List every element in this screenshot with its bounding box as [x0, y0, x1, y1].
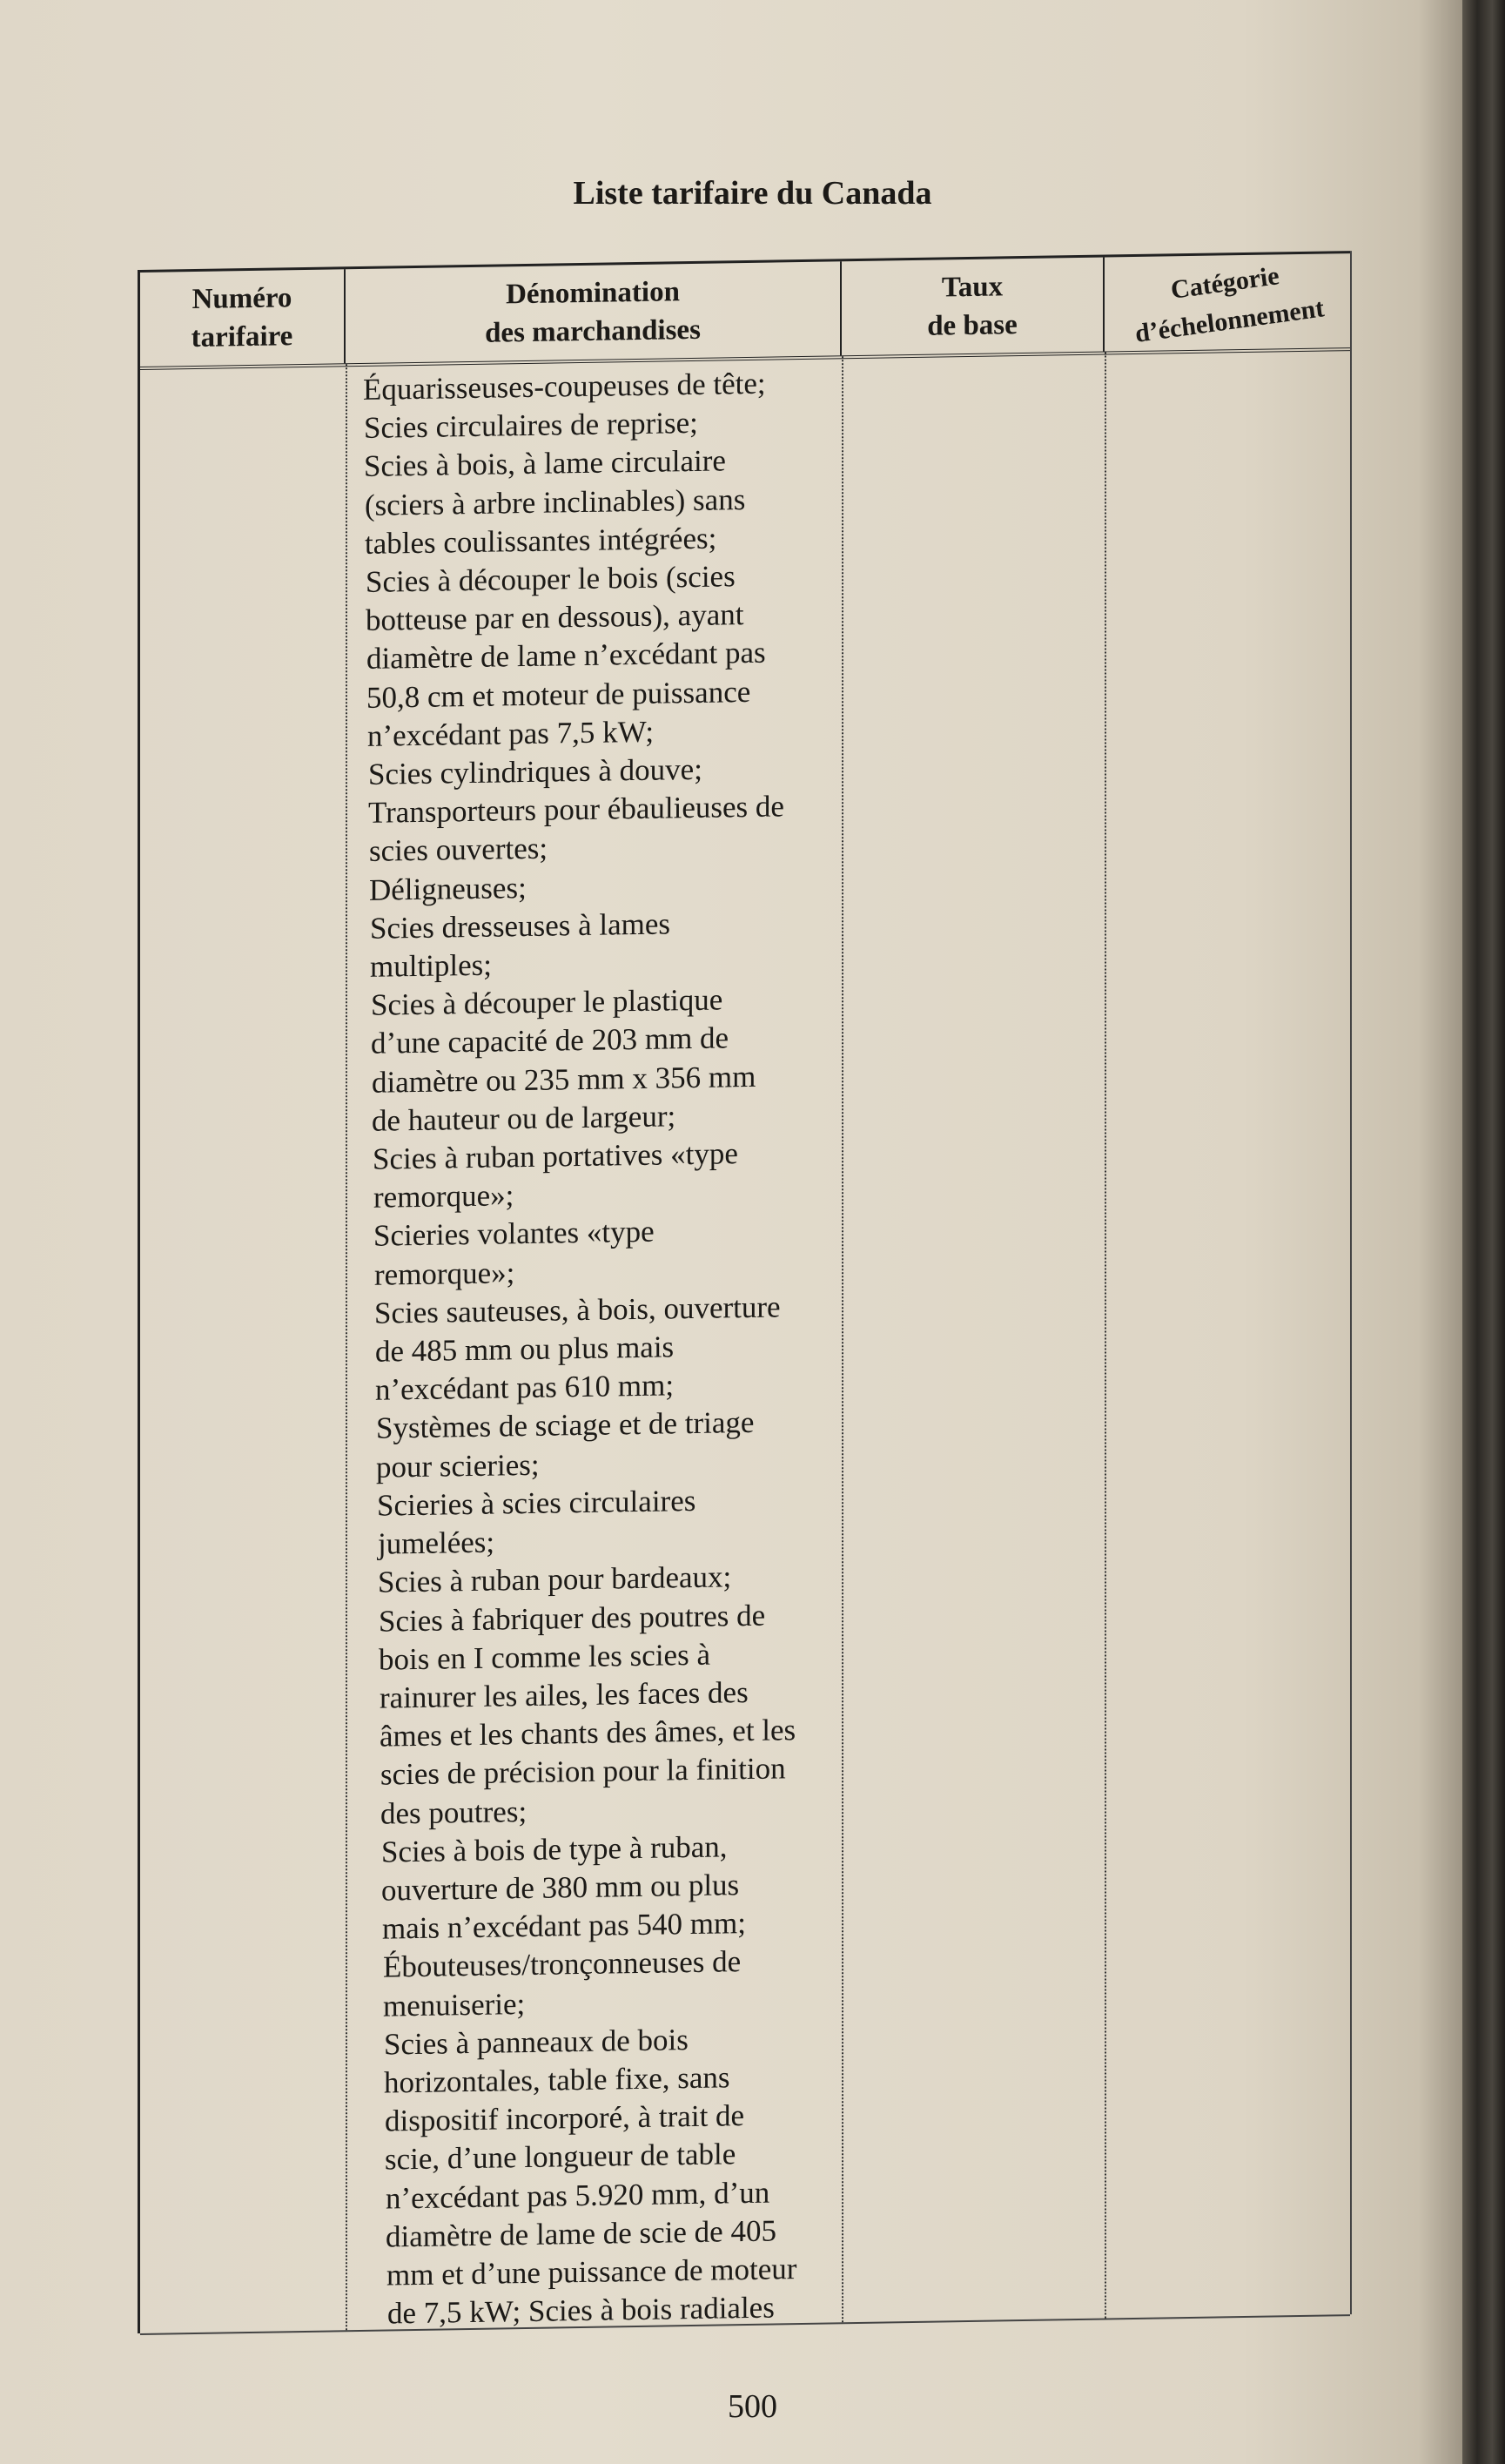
description-line: diamètre de lame n’excédant pas: [366, 636, 766, 677]
description-line: Scies sauteuses, à bois, ouverture: [374, 1289, 781, 1330]
header-taux-line2: de base: [927, 309, 1018, 342]
table-body: [140, 348, 1350, 2335]
header-categorie-line2: d’échelonnement: [1133, 293, 1326, 348]
tariff-table: [138, 251, 1352, 2333]
description-line: mais n’excédant pas 540 mm;: [382, 1906, 746, 1946]
description-line: Systèmes de sciage et de triage: [376, 1405, 755, 1446]
page-number: 500: [728, 2388, 777, 2425]
description-line: Transporteurs pour ébaulieuses de: [368, 789, 784, 831]
header-denomination-line2: des marchandises: [485, 313, 701, 349]
description-line: n’excédant pas 7,5 kW;: [367, 714, 655, 753]
description-line: Scies à ruban portatives «type: [373, 1136, 738, 1176]
description-line: n’excédant pas 610 mm;: [375, 1368, 675, 1407]
description-line: ouverture de 380 mm ou plus: [381, 1868, 740, 1908]
description-cell: [363, 363, 850, 2333]
description-line: scies ouvertes;: [369, 831, 548, 869]
header-categorie-echelonnement: [1099, 239, 1354, 366]
description-line: de hauteur ou de largeur;: [372, 1099, 676, 1138]
book-spine-edge: [1462, 0, 1505, 2464]
description-line: Scies cylindriques à douve;: [368, 751, 702, 791]
description-line: pour scieries;: [376, 1447, 540, 1484]
description-line: Scies à découper le bois (scies: [366, 559, 736, 599]
description-line: multiples;: [370, 947, 492, 984]
description-line: de 485 mm ou plus mais: [375, 1330, 675, 1369]
description-line: jumelées;: [378, 1525, 495, 1561]
description-line: dispositif incorporé, à trait de: [385, 2098, 745, 2138]
header-denomination: [346, 261, 842, 363]
description-line: Scies à bois, à lame circulaire: [364, 443, 726, 484]
description-line: Équarisseuses-coupeuses de tête;: [363, 366, 766, 407]
description-line: botteuse par en dessous), ayant: [366, 597, 744, 638]
description-line: rainurer les ailes, les faces des: [380, 1674, 749, 1715]
description-line: mm et d’une puissance de moteur: [386, 2252, 797, 2292]
description-line: Scies à bois de type à ruban,: [381, 1829, 728, 1869]
description-line: âmes et les chants des âmes, et les: [380, 1713, 796, 1754]
description-line: scie, d’une longueur de table: [385, 2137, 736, 2177]
description-line: scies de précision pour la finition: [380, 1751, 786, 1792]
description-line: n’excédant pas 5.920 mm, d’un: [386, 2175, 770, 2216]
column-divider-3: [1105, 353, 1106, 2319]
description-line: Scieries à scies circulaires: [377, 1483, 696, 1523]
description-line: horizontales, table fixe, sans: [384, 2060, 730, 2100]
description-line: diamètre ou 235 mm x 356 mm: [372, 1059, 756, 1100]
description-line: Scies à fabriquer des poutres de: [379, 1598, 766, 1639]
description-line: remorque»;: [374, 1255, 515, 1292]
description-line: de 7,5 kW; Scies à bois radiales: [387, 2290, 775, 2331]
description-line: Scies à découper le plastique: [371, 982, 723, 1023]
header-denomination-line1: Dénomination: [506, 276, 680, 311]
header-numero-tarifaire: [140, 269, 346, 367]
description-line: Scies circulaires de reprise;: [364, 406, 698, 446]
description-line: menuiserie;: [383, 1986, 526, 2023]
header-taux-line1: Taux: [941, 271, 1004, 304]
document-title: Liste tarifaire du Canada: [573, 175, 932, 212]
description-line: remorque»;: [373, 1178, 514, 1215]
description-line: tables coulissantes intégrées;: [365, 521, 717, 561]
description-line: Scies à panneaux de bois: [384, 2022, 689, 2062]
description-line: Déligneuses;: [369, 870, 527, 907]
description-line: des poutres;: [380, 1794, 527, 1831]
column-divider-1: [346, 364, 347, 2330]
description-line: diamètre de lame de scie de 405: [386, 2213, 776, 2254]
header-numero-line1: Numéro: [191, 282, 292, 316]
description-line: 50,8 cm et moteur de puissance: [366, 674, 751, 715]
description-line: Scieries volantes «type: [373, 1215, 655, 1254]
description-line: Ébouteuses/tronçonneuses de: [383, 1944, 742, 1984]
description-line: Scies dresseuses à lames: [370, 906, 671, 946]
header-taux-de-base: [842, 258, 1105, 356]
description-line: bois en I comme les scies à: [379, 1637, 711, 1677]
header-categorie-line1: Catégorie: [1169, 261, 1281, 305]
description-line: (sciers à arbre inclinables) sans: [365, 481, 746, 522]
description-line: Scies à ruban pour bardeaux;: [378, 1559, 732, 1599]
description-line: d’une capacité de 203 mm de: [371, 1020, 729, 1061]
header-numero-line2: tarifaire: [191, 320, 293, 354]
